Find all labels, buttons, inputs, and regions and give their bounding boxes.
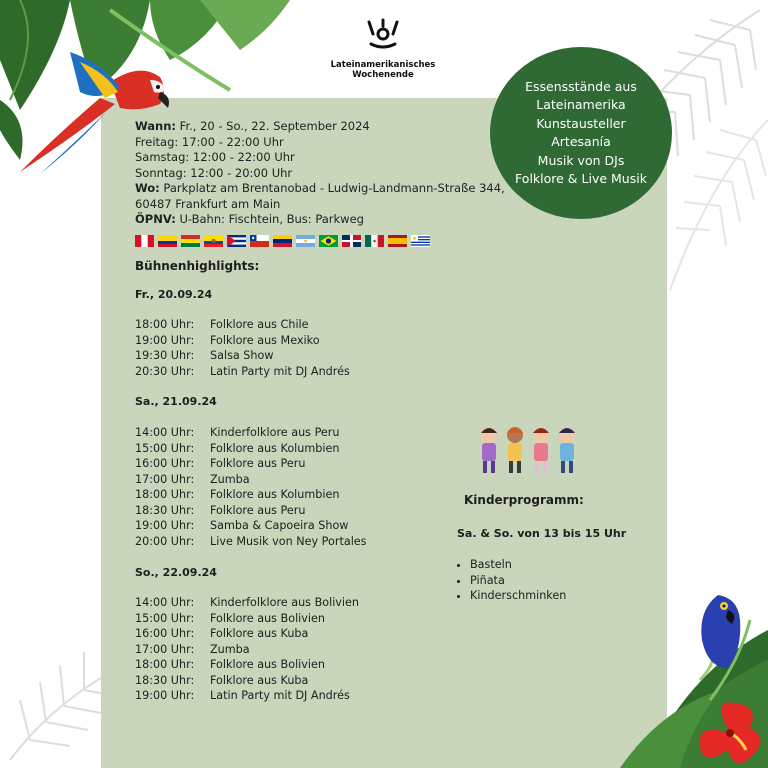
schedule-row: 19:00 Uhr: Folklore aus Mexiko [135,333,320,347]
highlight-item: Musik von DJs [537,152,625,168]
blue-macaw-illustration [688,590,748,670]
day-label-sunday: So., 22.09.24 [135,566,217,579]
info-where-city: 60487 Frankfurt am Main [135,196,281,211]
list-item: • Kinderschminken [470,588,566,604]
kids-program-time: Sa. & So. von 13 bis 15 Uhr [457,527,627,540]
day-label-friday: Fr., 20.09.24 [135,288,213,301]
highlight-item: Essensstände aus [525,78,637,94]
list-item: • Basteln [470,557,566,573]
schedule-row: 20:00 Uhr: Live Musik von Ney Portales [135,534,367,548]
kids-program-title: Kinderprogramm: [464,493,584,507]
chile-flag-icon [250,235,269,247]
list-item: • Piñata [470,573,566,589]
peru-flag-icon [135,235,154,247]
logo-mark-icon [363,18,403,52]
highlight-item: Artesanía [551,134,611,149]
highlight-item: Lateinamerika [536,97,626,112]
info-friday-hours: Freitag: 17:00 - 22:00 Uhr [135,134,284,149]
highlight-item: Kunstausteller [536,115,626,131]
info-saturday-hours: Samstag: 12:00 - 22:00 Uhr [135,150,295,164]
stage-highlights-title: Bühnenhighlights: [135,259,260,273]
schedule-row: 18:30 Uhr: Folklore aus Kuba [135,673,309,687]
schedule-row: 18:00 Uhr: Folklore aus Chile [135,318,309,331]
cuba-flag-icon [227,235,246,247]
children-illustration [475,425,585,477]
schedule-row: 19:30 Uhr: Salsa Show [135,349,274,362]
schedule-row: 15:00 Uhr: Folklore aus Kolumbien [135,441,340,455]
schedule-row: 20:30 Uhr: Latin Party mit DJ Andrés [135,364,350,378]
sunday-schedule [135,595,359,704]
saturday-schedule [135,425,367,549]
schedule-row: 16:00 Uhr: Folklore aus Peru [135,457,306,470]
friday-schedule [135,317,350,379]
hibiscus-flower-icon [690,698,768,768]
highlights-circle [490,47,672,219]
dominican-republic-flag-icon [342,235,361,247]
brazil-flag-icon [319,235,338,247]
event-logo [328,18,438,80]
uruguay-flag-icon [411,235,430,247]
country-flags [135,235,430,247]
schedule-row: 18:00 Uhr: Folklore aus Bolivien [135,658,325,671]
schedule-row: 15:00 Uhr: Folklore aus Bolivien [135,611,325,625]
highlight-item: Folklore & Live Musik [515,171,647,186]
schedule-row: 16:00 Uhr: Folklore aus Kuba [135,627,309,640]
logo-text-line1: Lateinamerikanisches [330,60,436,70]
schedule-row: 17:00 Uhr: Zumba [135,642,250,656]
schedule-row: 19:00 Uhr: Latin Party mit DJ Andrés [135,689,350,702]
venezuela-flag-icon [273,235,292,247]
info-when: Wann: Fr., 20 - So., 22. September 2024 [135,119,370,133]
kids-activity-list [454,557,566,604]
colombia-flag-icon [158,235,177,247]
info-transport: ÖPNV: U-Bahn: Fischtein, Bus: Parkweg [135,212,364,226]
bolivia-flag-icon [181,235,200,247]
event-info [135,119,505,228]
logo-text-line2: Wochenende [352,70,414,80]
ecuador-flag-icon [204,235,223,247]
info-sunday-hours: Sonntag: 12:00 - 20:00 Uhr [135,165,293,180]
schedule-row: 14:00 Uhr: Kinderfolklore aus Peru [135,426,340,439]
schedule-row: 18:00 Uhr: Folklore aus Kolumbien [135,488,340,501]
schedule-row: 14:00 Uhr: Kinderfolklore aus Bolivien [135,596,360,609]
schedule-row: 19:00 Uhr: Samba & Capoeira Show [135,519,349,532]
day-label-saturday: Sa., 21.09.24 [135,395,217,408]
spain-flag-icon [388,235,407,247]
schedule-row: 18:30 Uhr: Folklore aus Peru [135,503,306,517]
argentina-flag-icon [296,235,315,247]
info-where: Wo: Parkplatz am Brentanobad - Ludwig-Landmann-Straße 344, [135,181,505,195]
mexico-flag-icon [365,235,384,247]
schedule-row: 17:00 Uhr: Zumba [135,472,250,486]
